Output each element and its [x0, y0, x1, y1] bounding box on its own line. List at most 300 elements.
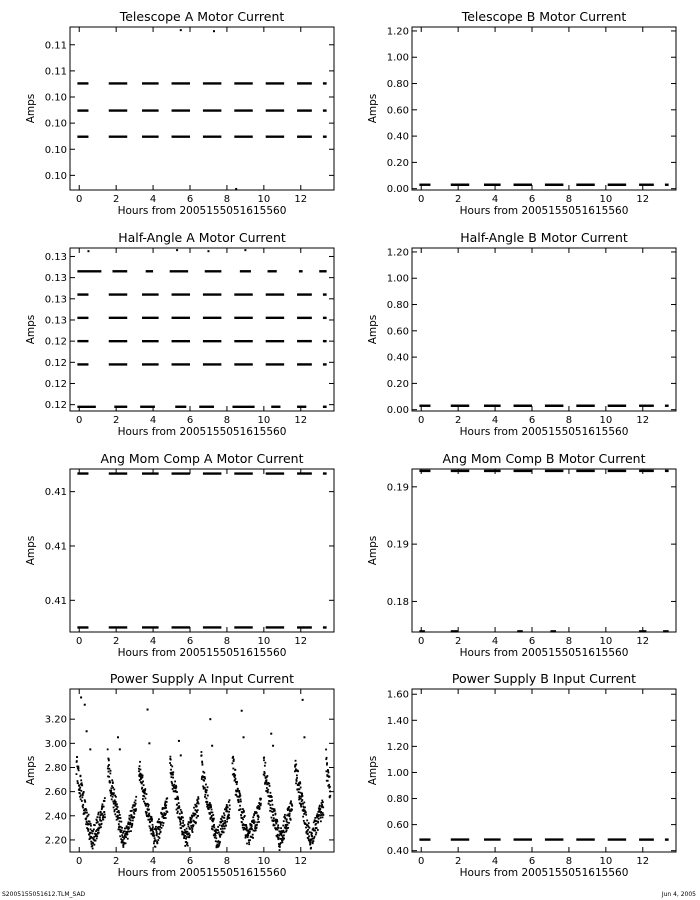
data-point	[119, 835, 121, 837]
data-point	[275, 823, 277, 825]
data-point	[154, 837, 156, 839]
data-point	[295, 763, 297, 765]
data-point	[317, 829, 319, 831]
data-point	[182, 820, 184, 822]
y-tick-label: 2.80	[44, 762, 67, 774]
data-point	[185, 838, 187, 840]
data-point	[298, 784, 300, 786]
x-tick-label: 12	[294, 415, 308, 426]
data-point	[260, 804, 262, 806]
data-point	[147, 709, 149, 711]
x-tick-label: 10	[257, 636, 271, 647]
data-point	[182, 817, 184, 819]
data-point	[92, 848, 94, 850]
data-point	[176, 791, 178, 793]
x-tick-label: 8	[565, 636, 573, 647]
data-marks	[77, 249, 326, 407]
data-point	[226, 809, 228, 811]
data-point	[156, 834, 158, 836]
data-point	[163, 822, 165, 824]
data-point	[322, 816, 324, 818]
data-point	[101, 823, 103, 825]
data-point	[89, 748, 91, 750]
y-tick-label: 0.10	[44, 118, 67, 130]
data-point	[138, 770, 140, 772]
data-point	[227, 811, 229, 813]
x-tick-label: 4	[491, 194, 499, 205]
x-axis-label: Hours from 2005155051615560	[117, 647, 287, 659]
data-point	[285, 826, 287, 828]
y-axis-label: Amps	[25, 93, 37, 124]
data-point	[118, 810, 120, 812]
chart-title: Half-Angle B Motor Current	[460, 230, 628, 245]
data-point	[212, 829, 214, 831]
data-point	[240, 808, 242, 810]
data-point	[127, 838, 129, 840]
data-point	[267, 791, 269, 793]
data-point	[307, 829, 309, 831]
data-point	[149, 825, 151, 827]
data-point	[270, 733, 272, 735]
data-point	[329, 776, 331, 778]
data-point	[304, 806, 306, 808]
data-point	[98, 830, 100, 832]
data-point	[264, 775, 266, 777]
x-axis-label: Hours from 2005155051615560	[459, 647, 629, 659]
data-point	[109, 773, 111, 775]
data-point	[208, 808, 210, 810]
data-point	[234, 776, 236, 778]
data-point	[288, 806, 290, 808]
data-point	[125, 842, 127, 844]
data-point	[142, 781, 144, 783]
data-point	[279, 849, 281, 851]
data-point	[307, 833, 309, 835]
x-tick-label: 4	[491, 856, 499, 867]
data-point	[314, 817, 316, 819]
data-point	[204, 778, 206, 780]
data-point	[166, 811, 168, 813]
data-point	[165, 807, 167, 809]
data-point	[271, 817, 273, 819]
data-point	[329, 790, 331, 792]
data-point	[283, 834, 285, 836]
data-point	[133, 813, 135, 815]
data-point	[271, 799, 273, 801]
data-point	[158, 818, 160, 820]
data-point	[241, 710, 243, 712]
data-point	[311, 835, 313, 837]
data-point	[326, 764, 328, 766]
data-point	[296, 774, 298, 776]
data-point	[276, 820, 278, 822]
data-point	[213, 826, 215, 828]
x-tick-label: 0	[418, 636, 425, 647]
data-point	[191, 818, 193, 820]
data-point	[213, 30, 215, 32]
data-point	[135, 796, 137, 798]
data-point	[303, 820, 305, 822]
data-point	[284, 831, 286, 833]
data-point	[274, 810, 276, 812]
data-point	[121, 834, 123, 836]
data-point	[184, 824, 186, 826]
x-tick-label: 0	[418, 194, 425, 205]
data-point	[104, 814, 106, 816]
chart-panel-1	[25, 9, 334, 217]
data-point	[264, 762, 266, 764]
y-tick-label: 0.60	[386, 105, 409, 117]
data-point	[78, 767, 80, 769]
data-point	[174, 781, 176, 783]
data-point	[314, 836, 316, 838]
data-point	[326, 757, 328, 759]
data-point	[289, 813, 291, 815]
data-point	[316, 820, 318, 822]
data-point	[265, 781, 267, 783]
data-point	[297, 770, 299, 772]
data-point	[100, 826, 102, 828]
data-point	[123, 838, 125, 840]
data-point	[278, 837, 280, 839]
data-point	[257, 818, 259, 820]
plot-frame	[70, 248, 334, 411]
data-point	[196, 805, 198, 807]
data-point	[188, 825, 190, 827]
data-point	[108, 776, 110, 778]
data-point	[111, 785, 113, 787]
data-point	[184, 829, 186, 831]
data-point	[193, 824, 195, 826]
data-point	[289, 814, 291, 816]
data-point	[111, 779, 113, 781]
data-point	[282, 841, 284, 843]
data-point	[251, 826, 253, 828]
data-point	[240, 815, 242, 817]
data-point	[267, 789, 269, 791]
data-point	[301, 793, 303, 795]
data-point	[296, 777, 298, 779]
x-axis-label: Hours from 2005155051615560	[459, 867, 629, 879]
x-tick-label: 10	[257, 856, 271, 867]
data-point	[119, 820, 121, 822]
data-point	[151, 828, 153, 830]
data-point	[112, 796, 114, 798]
data-point	[109, 782, 111, 784]
data-point	[226, 821, 228, 823]
chart-panel-5	[25, 451, 334, 659]
data-point	[291, 809, 293, 811]
data-point	[107, 748, 109, 750]
data-point	[256, 812, 258, 814]
x-tick-label: 10	[599, 415, 613, 426]
data-point	[78, 769, 80, 771]
data-point	[96, 835, 98, 837]
data-point	[165, 804, 167, 806]
data-point	[315, 823, 317, 825]
data-point	[206, 801, 208, 803]
data-point	[241, 821, 243, 823]
data-point	[246, 843, 248, 845]
y-tick-label: 1.00	[386, 767, 409, 779]
footer-source-label: S2005155051612.TLM_SAD	[2, 891, 86, 898]
data-point	[232, 768, 234, 770]
data-point	[210, 806, 212, 808]
data-point	[272, 804, 274, 806]
data-point	[284, 814, 286, 816]
data-point	[206, 789, 208, 791]
data-point	[305, 812, 307, 814]
data-point	[274, 824, 276, 826]
data-point	[179, 813, 181, 815]
data-point	[223, 831, 225, 833]
data-point	[158, 833, 160, 835]
data-point	[104, 797, 106, 799]
data-point	[159, 837, 161, 839]
data-point	[165, 813, 167, 815]
data-point	[87, 250, 89, 252]
data-point	[139, 765, 141, 767]
data-point	[161, 827, 163, 829]
y-tick-label: 0.41	[44, 487, 67, 499]
data-point	[96, 816, 98, 818]
data-point	[283, 830, 285, 832]
data-point	[102, 819, 104, 821]
data-point	[128, 831, 130, 833]
x-tick-label: 6	[528, 856, 536, 867]
chart-title: Telescope A Motor Current	[119, 9, 285, 24]
data-point	[302, 816, 304, 818]
data-point	[90, 825, 92, 827]
y-tick-label: 1.60	[386, 689, 409, 701]
data-point	[92, 832, 94, 834]
data-point	[92, 830, 94, 832]
data-point	[84, 704, 86, 706]
data-point	[224, 828, 226, 830]
data-point	[301, 799, 303, 801]
y-tick-label: 0.40	[386, 846, 409, 858]
data-point	[186, 828, 188, 830]
data-point	[299, 788, 301, 790]
data-point	[197, 796, 199, 798]
data-point	[114, 809, 116, 811]
x-tick-label: 2	[454, 636, 462, 647]
data-point	[258, 821, 260, 823]
x-tick-label: 2	[112, 636, 120, 647]
data-point	[146, 811, 148, 813]
x-tick-label: 8	[565, 415, 573, 426]
data-point	[160, 831, 162, 833]
data-point	[220, 834, 222, 836]
data-point	[308, 835, 310, 837]
data-point	[117, 806, 119, 808]
data-point	[172, 773, 174, 775]
data-point	[169, 756, 171, 758]
data-point	[173, 784, 175, 786]
data-point	[156, 841, 158, 843]
data-point	[228, 811, 230, 813]
data-point	[186, 842, 188, 844]
data-point	[104, 816, 106, 818]
data-point	[223, 812, 225, 814]
data-point	[143, 801, 145, 803]
y-tick-label: 0.13	[44, 273, 67, 285]
data-point	[228, 814, 230, 816]
data-point	[322, 801, 324, 803]
data-point	[99, 816, 101, 818]
data-point	[142, 798, 144, 800]
data-point	[238, 790, 240, 792]
data-point	[307, 838, 309, 840]
data-point	[236, 781, 238, 783]
data-point	[318, 814, 320, 816]
data-point	[180, 29, 182, 31]
data-point	[222, 820, 224, 822]
data-point	[266, 775, 268, 777]
chart-panel-4	[367, 230, 676, 438]
x-tick-label: 4	[149, 636, 157, 647]
data-point	[177, 798, 179, 800]
data-point	[327, 780, 329, 782]
data-point	[175, 786, 177, 788]
data-point	[110, 795, 112, 797]
data-point	[180, 822, 182, 824]
data-point	[177, 811, 179, 813]
data-point	[181, 812, 183, 814]
data-point	[143, 784, 145, 786]
plot-frame	[412, 248, 676, 411]
data-point	[160, 824, 162, 826]
data-point	[296, 780, 298, 782]
x-tick-label: 6	[528, 415, 536, 426]
x-tick-label: 12	[636, 194, 650, 205]
data-point	[86, 730, 88, 732]
data-point	[290, 800, 292, 802]
data-point	[86, 812, 88, 814]
data-point	[216, 832, 218, 834]
data-point	[311, 832, 313, 834]
data-point	[83, 791, 85, 793]
y-tick-label: 0.00	[386, 184, 409, 196]
y-tick-label: 1.00	[386, 52, 409, 64]
data-point	[91, 845, 93, 847]
data-point	[271, 796, 273, 798]
data-point	[247, 836, 249, 838]
data-point	[84, 801, 86, 803]
data-point	[286, 818, 288, 820]
data-point	[170, 759, 172, 761]
data-point	[151, 818, 153, 820]
data-point	[305, 814, 307, 816]
data-point	[325, 749, 327, 751]
data-point	[148, 809, 150, 811]
data-point	[149, 821, 151, 823]
x-tick-label: 10	[257, 194, 271, 205]
data-point	[155, 826, 157, 828]
data-point	[319, 805, 321, 807]
data-point	[305, 827, 307, 829]
data-point	[235, 794, 237, 796]
data-point	[243, 736, 245, 738]
data-point	[182, 822, 184, 824]
data-point	[166, 797, 168, 799]
data-point	[264, 765, 266, 767]
data-point	[180, 827, 182, 829]
y-tick-label: 0.60	[386, 820, 409, 832]
data-point	[203, 772, 205, 774]
data-point	[139, 761, 141, 763]
x-axis-label: Hours from 2005155051615560	[459, 426, 629, 438]
data-point	[316, 813, 318, 815]
data-point	[152, 824, 154, 826]
y-tick-label: 0.13	[44, 294, 67, 306]
x-tick-label: 4	[491, 636, 499, 647]
data-point	[237, 788, 239, 790]
data-point	[79, 792, 81, 794]
x-tick-label: 2	[112, 194, 120, 205]
data-point	[299, 783, 301, 785]
data-point	[239, 805, 241, 807]
data-point	[82, 804, 84, 806]
data-point	[151, 816, 153, 818]
data-point	[209, 813, 211, 815]
data-point	[308, 822, 310, 824]
data-point	[313, 840, 315, 842]
data-point	[232, 762, 234, 764]
data-point	[298, 791, 300, 793]
data-point	[320, 817, 322, 819]
y-tick-label: 1.00	[386, 273, 409, 285]
data-point	[211, 745, 213, 747]
data-point	[219, 824, 221, 826]
data-point	[189, 834, 191, 836]
x-tick-label: 2	[454, 415, 462, 426]
data-point	[213, 818, 215, 820]
data-point	[193, 807, 195, 809]
data-point	[127, 833, 129, 835]
data-point	[283, 820, 285, 822]
data-point	[322, 806, 324, 808]
data-point	[201, 751, 203, 753]
y-axis-label: Amps	[25, 755, 37, 786]
data-point	[248, 841, 250, 843]
y-tick-label: 1.20	[386, 26, 409, 38]
data-point	[280, 842, 282, 844]
data-point	[143, 795, 145, 797]
data-point	[130, 830, 132, 832]
x-tick-label: 2	[112, 415, 120, 426]
data-point	[287, 824, 289, 826]
data-point	[126, 825, 128, 827]
data-point	[153, 833, 155, 835]
data-point	[300, 806, 302, 808]
y-tick-label: 0.10	[44, 170, 67, 182]
data-point	[122, 846, 124, 848]
data-point	[80, 775, 82, 777]
data-point	[215, 835, 217, 837]
data-point	[118, 823, 120, 825]
x-axis-label: Hours from 2005155051615560	[117, 867, 287, 879]
data-point	[110, 787, 112, 789]
y-tick-label: 0.13	[44, 251, 67, 263]
data-point	[227, 806, 229, 808]
data-point	[177, 797, 179, 799]
data-point	[242, 818, 244, 820]
data-point	[187, 845, 189, 847]
data-point	[295, 782, 297, 784]
data-point	[187, 823, 189, 825]
data-point	[313, 837, 315, 839]
